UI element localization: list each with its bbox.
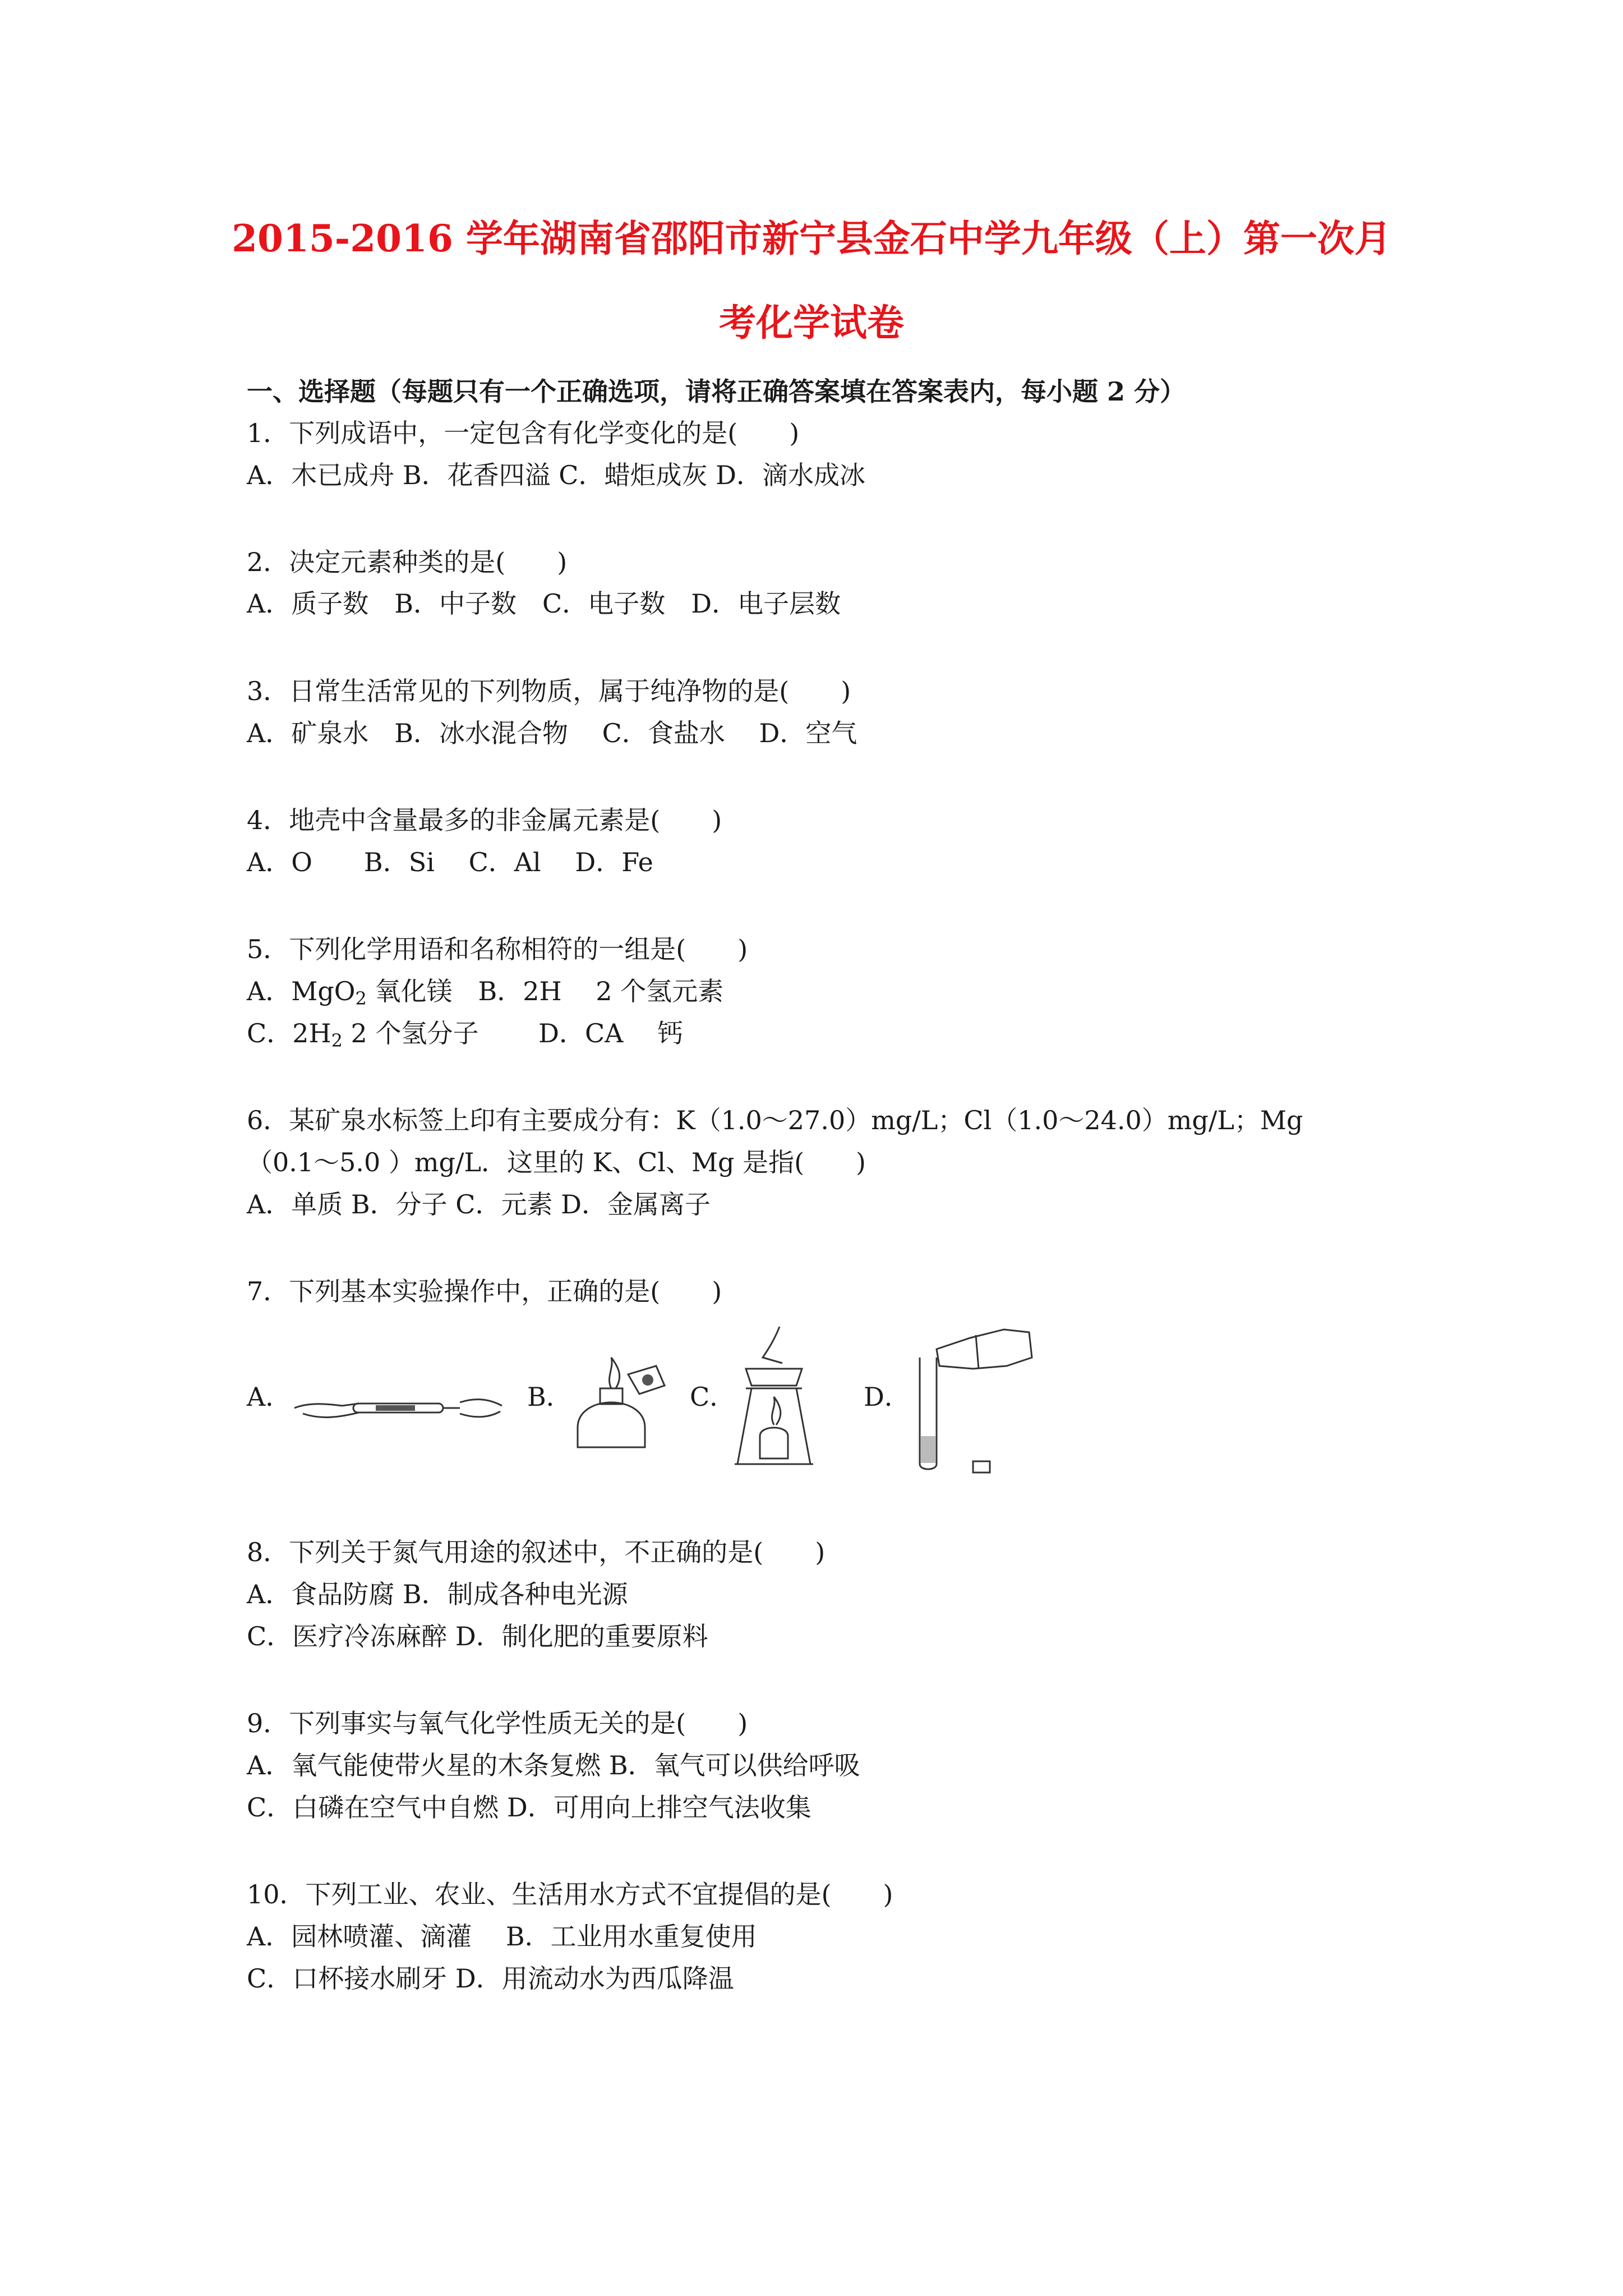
q3-stem: 3．日常生活常见的下列物质，属于纯净物的是( ) [247, 676, 851, 706]
q10-stem: 10．下列工业、农业、生活用水方式不宜提倡的是( ) [247, 1879, 893, 1910]
q1-options: A．木已成舟 B．花香四溢 C．蜡炬成灰 D．滴水成冰 [247, 460, 865, 490]
q7-figure-b-alcohol-lamp [566, 1335, 673, 1458]
q5-option-a-subscript: 2 [355, 988, 367, 1009]
q5-option-c-formula: C．2H [247, 1018, 331, 1048]
q7-label-a: A． [247, 1382, 292, 1412]
q1-stem: 1．下列成语中，一定包含有化学变化的是( ) [247, 418, 800, 448]
q5-option-a-formula: A．MgO [247, 976, 356, 1006]
q9-options-cd: C．白磷在空气中自燃 D．可用向上排空气法收集 [247, 1792, 811, 1823]
q5-stem: 5．下列化学用语和名称相符的一组是( ) [247, 934, 748, 964]
q5-option-c-subscript: 2 [331, 1030, 343, 1051]
q7-label-c: C． [690, 1382, 736, 1412]
q4-options: A．O B．Si C．Al D．Fe [247, 847, 653, 877]
q2-stem: 2．决定元素种类的是( ) [247, 547, 568, 577]
q3-options: A．矿泉水 B．冰水混合物 C．食盐水 D．空气 [247, 718, 857, 748]
q7-label-b: B． [527, 1382, 572, 1412]
q8-options-ab: A．食品防腐 B．制成各种电光源 [247, 1579, 628, 1609]
q2-options: A．质子数 B．中子数 C．电子数 D．电子层数 [247, 588, 841, 619]
q5-options-ab [247, 974, 723, 1015]
q8-options-cd: C．医疗冷冻麻醉 D．制化肥的重要原料 [247, 1621, 708, 1651]
section-heading: 一、选择题（每题只有一个正确选项，请将正确答案填在答案表内，每小题 2 分） [247, 376, 1186, 407]
q8-stem: 8．下列关于氮气用途的叙述中，不正确的是( ) [247, 1537, 826, 1567]
q5-options-ab-rest: 氧化镁 B．2H 2 个氢元素 [366, 976, 724, 1006]
q10-options-ab: A．园林喷灌、滴灌 B．工业用水重复使用 [247, 1921, 757, 1952]
q6-stem-line2: （0.1～5.0 ）mg/L．这里的 K、Cl、Mg 是指( ) [247, 1147, 866, 1177]
q7-stem: 7．下列基本实验操作中，正确的是( ) [247, 1276, 722, 1306]
exam-title-line2: 考化学试卷 [719, 301, 904, 344]
q9-options-ab: A．氧气能使带火星的木条复燃 B．氧气可以供给呼吸 [247, 1750, 860, 1780]
q5-options-cd-rest: 2 个氢分子 D．CA 钙 [342, 1018, 683, 1048]
q7-label-d: D． [864, 1382, 910, 1412]
q10-options-cd: C．口杯接水刷牙 D．用流动水为西瓜降温 [247, 1963, 734, 1994]
q6-options: A．单质 B．分子 C．元素 D．金属离子 [247, 1189, 711, 1220]
exam-title-line1: 2015-2016 学年湖南省邵阳市新宁县金石中学九年级（上）第一次月 [232, 217, 1391, 260]
q5-options-cd [247, 1016, 683, 1057]
q7-figure-d-pouring-liquid [909, 1324, 1054, 1481]
q7-figure-a-test-tube-horizontal [292, 1369, 505, 1430]
q9-stem: 9．下列事实与氧气化学性质无关的是( ) [247, 1708, 748, 1738]
q4-stem: 4．地壳中含量最多的非金属元素是( ) [247, 805, 722, 835]
q6-stem-line1: 6．某矿泉水标签上印有主要成分有：K（1.0～27.0）mg/L；Cl（1.0～24.0）mg/L；Mg [247, 1105, 1303, 1135]
q7-figure-row [247, 1324, 1088, 1492]
q7-figure-c-heating-on-tripod [729, 1324, 819, 1470]
